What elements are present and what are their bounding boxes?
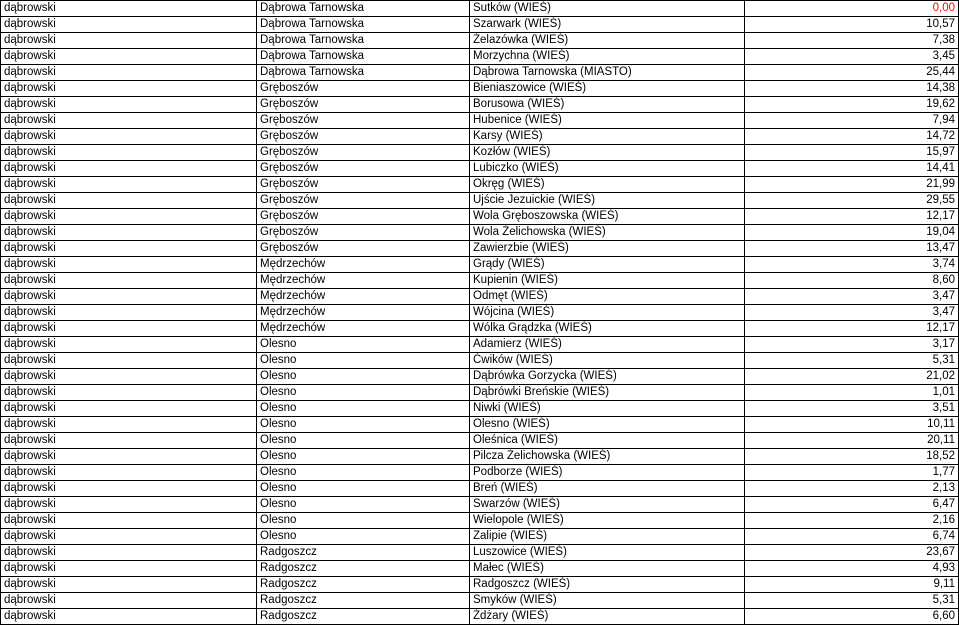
cell-county: dąbrowski <box>1 145 257 161</box>
cell-value: 3,45 <box>745 49 959 65</box>
table-row <box>1 497 959 513</box>
cell-commune: Gręboszów <box>257 225 470 241</box>
table-row <box>1 257 959 273</box>
cell-commune: Olesno <box>257 465 470 481</box>
table-row <box>1 513 959 529</box>
cell-commune: Dąbrowa Tarnowska <box>257 33 470 49</box>
cell-locality: Ćwików (WIEŚ) <box>470 353 745 369</box>
cell-commune: Mędrzechów <box>257 289 470 305</box>
cell-commune: Gręboszów <box>257 129 470 145</box>
table-row <box>1 33 959 49</box>
cell-county: dąbrowski <box>1 193 257 209</box>
cell-commune: Gręboszów <box>257 193 470 209</box>
cell-value: 10,57 <box>745 17 959 33</box>
cell-commune: Olesno <box>257 337 470 353</box>
cell-locality: Podborze (WIEŚ) <box>470 465 745 481</box>
cell-value: 3,17 <box>745 337 959 353</box>
cell-county: dąbrowski <box>1 81 257 97</box>
table-row <box>1 145 959 161</box>
table-row <box>1 337 959 353</box>
cell-locality: Zalipie (WIEŚ) <box>470 529 745 545</box>
cell-commune: Gręboszów <box>257 241 470 257</box>
cell-county: dąbrowski <box>1 65 257 81</box>
cell-value: 6,47 <box>745 497 959 513</box>
cell-county: dąbrowski <box>1 401 257 417</box>
cell-county: dąbrowski <box>1 337 257 353</box>
cell-locality: Dąbrówki Breńskie (WIEŚ) <box>470 385 745 401</box>
cell-commune: Gręboszów <box>257 81 470 97</box>
cell-county: dąbrowski <box>1 497 257 513</box>
cell-county: dąbrowski <box>1 209 257 225</box>
cell-value: 25,44 <box>745 65 959 81</box>
cell-locality: Dąbrówka Gorzycka (WIEŚ) <box>470 369 745 385</box>
cell-value: 12,17 <box>745 321 959 337</box>
cell-locality: Breń (WIEŚ) <box>470 481 745 497</box>
cell-locality: Dąbrowa Tarnowska (MIASTO) <box>470 65 745 81</box>
cell-value: 3,47 <box>745 305 959 321</box>
cell-locality: Swarzów (WIEŚ) <box>470 497 745 513</box>
cell-value: 29,55 <box>745 193 959 209</box>
cell-commune: Radgoszcz <box>257 545 470 561</box>
cell-county: dąbrowski <box>1 49 257 65</box>
table-row <box>1 129 959 145</box>
cell-commune: Gręboszów <box>257 97 470 113</box>
cell-commune: Radgoszcz <box>257 609 470 625</box>
cell-value: 3,51 <box>745 401 959 417</box>
cell-county: dąbrowski <box>1 529 257 545</box>
cell-county: dąbrowski <box>1 449 257 465</box>
cell-commune: Gręboszów <box>257 209 470 225</box>
cell-value: 15,97 <box>745 145 959 161</box>
table-row <box>1 113 959 129</box>
table-row <box>1 193 959 209</box>
cell-locality: Oleśnica (WIEŚ) <box>470 433 745 449</box>
cell-county: dąbrowski <box>1 369 257 385</box>
table-row <box>1 97 959 113</box>
cell-locality: Pilcza Żelichowska (WIEŚ) <box>470 449 745 465</box>
cell-county: dąbrowski <box>1 241 257 257</box>
table-row <box>1 545 959 561</box>
cell-county: dąbrowski <box>1 353 257 369</box>
cell-value: 21,02 <box>745 369 959 385</box>
cell-value: 6,60 <box>745 609 959 625</box>
cell-county: dąbrowski <box>1 609 257 625</box>
cell-locality: Adamierz (WIEŚ) <box>470 337 745 353</box>
table-row <box>1 49 959 65</box>
cell-locality: Małec (WIEŚ) <box>470 561 745 577</box>
table-row <box>1 593 959 609</box>
table-row <box>1 353 959 369</box>
cell-locality: Borusowa (WIEŚ) <box>470 97 745 113</box>
cell-county: dąbrowski <box>1 305 257 321</box>
table-row <box>1 465 959 481</box>
table-row <box>1 385 959 401</box>
cell-locality: Sutków (WIEŚ) <box>470 1 745 17</box>
cell-commune: Olesno <box>257 417 470 433</box>
cell-value: 14,41 <box>745 161 959 177</box>
table-row <box>1 433 959 449</box>
table-row <box>1 65 959 81</box>
cell-value: 3,74 <box>745 257 959 273</box>
table-row <box>1 81 959 97</box>
cell-county: dąbrowski <box>1 321 257 337</box>
cell-value: 21,99 <box>745 177 959 193</box>
cell-commune: Olesno <box>257 353 470 369</box>
cell-locality: Niwki (WIEŚ) <box>470 401 745 417</box>
cell-locality: Grądy (WIEŚ) <box>470 257 745 273</box>
table-row <box>1 577 959 593</box>
table-row <box>1 529 959 545</box>
cell-county: dąbrowski <box>1 593 257 609</box>
cell-commune: Olesno <box>257 529 470 545</box>
cell-locality: Odmęt (WIEŚ) <box>470 289 745 305</box>
cell-commune: Radgoszcz <box>257 577 470 593</box>
table-row <box>1 401 959 417</box>
table-row <box>1 289 959 305</box>
cell-commune: Gręboszów <box>257 113 470 129</box>
cell-commune: Olesno <box>257 385 470 401</box>
cell-value: 5,31 <box>745 593 959 609</box>
cell-commune: Olesno <box>257 481 470 497</box>
cell-value: 2,13 <box>745 481 959 497</box>
table-row <box>1 161 959 177</box>
cell-commune: Dąbrowa Tarnowska <box>257 1 470 17</box>
cell-county: dąbrowski <box>1 33 257 49</box>
table-row <box>1 481 959 497</box>
cell-locality: Żelazówka (WIEŚ) <box>470 33 745 49</box>
cell-county: dąbrowski <box>1 273 257 289</box>
cell-commune: Olesno <box>257 497 470 513</box>
cell-value: 14,72 <box>745 129 959 145</box>
cell-locality: Luszowice (WIEŚ) <box>470 545 745 561</box>
cell-county: dąbrowski <box>1 113 257 129</box>
cell-value: 13,47 <box>745 241 959 257</box>
cell-commune: Dąbrowa Tarnowska <box>257 49 470 65</box>
table-body <box>1 1 959 625</box>
cell-value: 1,77 <box>745 465 959 481</box>
table-row <box>1 17 959 33</box>
cell-locality: Wola Gręboszowska (WIEŚ) <box>470 209 745 225</box>
cell-locality: Żdżary (WIEŚ) <box>470 609 745 625</box>
table-row <box>1 177 959 193</box>
cell-value: 23,67 <box>745 545 959 561</box>
table-row <box>1 321 959 337</box>
cell-locality: Kozłów (WIEŚ) <box>470 145 745 161</box>
cell-county: dąbrowski <box>1 257 257 273</box>
cell-county: dąbrowski <box>1 561 257 577</box>
cell-county: dąbrowski <box>1 545 257 561</box>
cell-locality: Szarwark (WIEŚ) <box>470 17 745 33</box>
cell-value: 10,11 <box>745 417 959 433</box>
cell-commune: Olesno <box>257 369 470 385</box>
cell-value: 7,94 <box>745 113 959 129</box>
cell-locality: Wielopole (WIEŚ) <box>470 513 745 529</box>
cell-county: dąbrowski <box>1 225 257 241</box>
cell-county: dąbrowski <box>1 177 257 193</box>
table-row <box>1 1 959 17</box>
cell-value: 3,47 <box>745 289 959 305</box>
cell-commune: Mędrzechów <box>257 257 470 273</box>
cell-value: 0,00 <box>745 1 959 17</box>
cell-county: dąbrowski <box>1 577 257 593</box>
cell-value: 5,31 <box>745 353 959 369</box>
cell-county: dąbrowski <box>1 161 257 177</box>
cell-value: 14,38 <box>745 81 959 97</box>
cell-locality: Smyków (WIEŚ) <box>470 593 745 609</box>
cell-value: 20,11 <box>745 433 959 449</box>
cell-county: dąbrowski <box>1 97 257 113</box>
cell-county: dąbrowski <box>1 1 257 17</box>
cell-value: 4,93 <box>745 561 959 577</box>
cell-locality: Okręg (WIEŚ) <box>470 177 745 193</box>
cell-locality: Morzychna (WIEŚ) <box>470 49 745 65</box>
cell-commune: Mędrzechów <box>257 273 470 289</box>
cell-county: dąbrowski <box>1 17 257 33</box>
cell-value: 8,60 <box>745 273 959 289</box>
cell-value: 7,38 <box>745 33 959 49</box>
cell-value: 2,16 <box>745 513 959 529</box>
table-row <box>1 225 959 241</box>
cell-value: 6,74 <box>745 529 959 545</box>
cell-county: dąbrowski <box>1 433 257 449</box>
cell-commune: Olesno <box>257 513 470 529</box>
cell-value: 19,04 <box>745 225 959 241</box>
cell-county: dąbrowski <box>1 385 257 401</box>
cell-county: dąbrowski <box>1 513 257 529</box>
cell-commune: Dąbrowa Tarnowska <box>257 17 470 33</box>
cell-locality: Olesno (WIEŚ) <box>470 417 745 433</box>
cell-value: 12,17 <box>745 209 959 225</box>
cell-value: 19,62 <box>745 97 959 113</box>
table-row <box>1 273 959 289</box>
table-row <box>1 209 959 225</box>
table-row <box>1 369 959 385</box>
cell-locality: Zawierzbie (WIEŚ) <box>470 241 745 257</box>
cell-commune: Gręboszów <box>257 177 470 193</box>
cell-value: 9,11 <box>745 577 959 593</box>
table-row <box>1 305 959 321</box>
cell-commune: Olesno <box>257 449 470 465</box>
cell-locality: Hubenice (WIEŚ) <box>470 113 745 129</box>
cell-commune: Dąbrowa Tarnowska <box>257 65 470 81</box>
cell-locality: Kupienin (WIEŚ) <box>470 273 745 289</box>
cell-commune: Olesno <box>257 433 470 449</box>
table-row <box>1 449 959 465</box>
cell-county: dąbrowski <box>1 481 257 497</box>
table-row <box>1 417 959 433</box>
cell-commune: Mędrzechów <box>257 305 470 321</box>
cell-locality: Wójcina (WIEŚ) <box>470 305 745 321</box>
cell-value: 1,01 <box>745 385 959 401</box>
table-row <box>1 609 959 625</box>
cell-locality: Lubiczko (WIEŚ) <box>470 161 745 177</box>
cell-county: dąbrowski <box>1 417 257 433</box>
cell-locality: Radgoszcz (WIEŚ) <box>470 577 745 593</box>
cell-locality: Wola Żelichowska (WIEŚ) <box>470 225 745 241</box>
cell-commune: Gręboszów <box>257 161 470 177</box>
table-row <box>1 561 959 577</box>
cell-locality: Wólka Grądzka (WIEŚ) <box>470 321 745 337</box>
cell-commune: Olesno <box>257 401 470 417</box>
cell-commune: Gręboszów <box>257 145 470 161</box>
table-row <box>1 241 959 257</box>
cell-commune: Mędrzechów <box>257 321 470 337</box>
cell-county: dąbrowski <box>1 289 257 305</box>
cell-commune: Radgoszcz <box>257 561 470 577</box>
cell-commune: Radgoszcz <box>257 593 470 609</box>
cell-county: dąbrowski <box>1 129 257 145</box>
cell-value: 18,52 <box>745 449 959 465</box>
cell-locality: Ujście Jezuickie (WIEŚ) <box>470 193 745 209</box>
cell-locality: Karsy (WIEŚ) <box>470 129 745 145</box>
cell-county: dąbrowski <box>1 465 257 481</box>
cell-locality: Bieniaszowice (WIEŚ) <box>470 81 745 97</box>
